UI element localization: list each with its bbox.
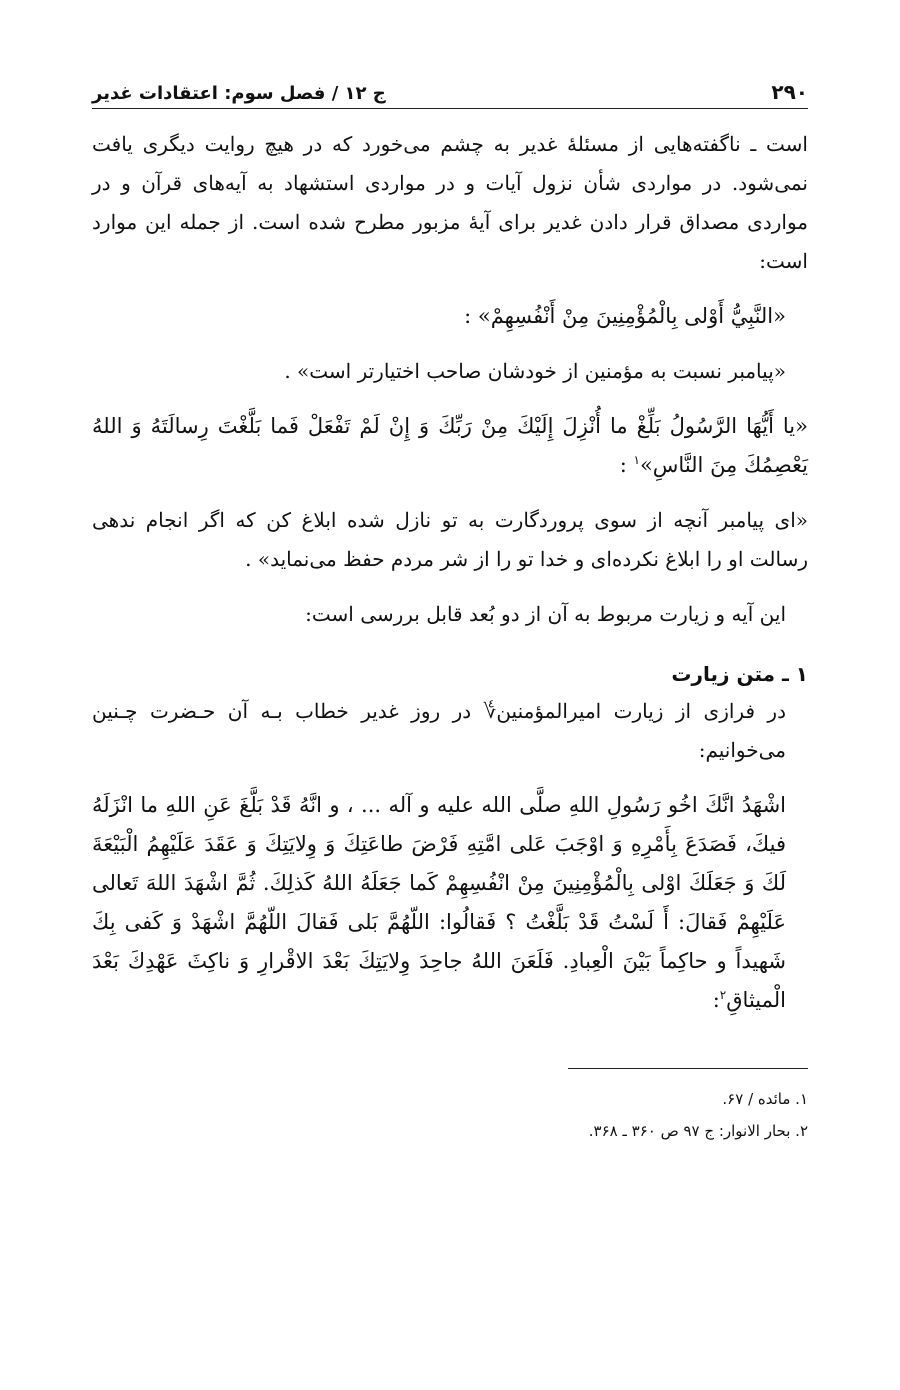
footnotes [92,1083,808,1147]
ziyarat-text-block [92,786,808,1020]
book-page [92,60,808,1147]
footnote-2: ۲. بحار الانوار: ج ۹۷ ص ۳۶۰ ـ ۳۶۸. [588,1122,808,1140]
footnote-ref-2: ۲ [719,988,727,1002]
ziyarat-tail: : [712,988,720,1012]
footnote-ref-1: ۱ [633,453,640,467]
page-number: ۲۹۰ [771,80,808,104]
quran-translation-1: «پیامبر نسبت به مؤمنین از خودشان صاحب اختیارتر است» . [284,359,786,383]
quran-quote-2 [92,407,808,485]
running-title: ج ۱۲ / فصل سوم: اعتقادات غدیر [92,83,386,104]
quran-quote-2-tail: : [619,453,634,477]
quran-translation-2: «ای پیامبر آنچه از سوی پروردگارت به تو نازل شده ابلاغ کن که اگر انجام ندهی رسالت او را ابلاغ نکرده‌ای و خدا تو را از شر مردم حفظ می‌نماید» . [92,508,808,571]
paragraph-intro: این آیه و زیارت مربوط به آن از دو بُعد قابل بررسی است: [305,602,786,626]
quran-quote-2-text: «يا أَيُّهَا الرَّسُولُ بَلِّغْ ما أُنْزِلَ إِلَيْكَ مِنْ رَبِّكَ وَ إِنْ لَمْ تَفْعَلْ فَما بَلَّغْتَ رِسالَتَهُ وَ اللهُ يَعْصِمُكَ مِنَ النَّاسِ» [92,414,808,477]
ziyarat-text: اشْهَدُ انَّكَ اخُو رَسُولِ اللهِ صلَّى الله عليه و آله ... ، و انَّهُ قَدْ بَلَّغَ عَنِ اللهِ ما انْزَلَهُ فيكَ، فَصَدَعَ بِأَمْرِهِ وَ اوْجَبَ عَلى امَّتِهِ فَرْضَ طاعَتِكَ وَ وِلايَتِكَ وَ عَقَدَ عَلَيْهِمُ الْبَيْعَةَ لَكَ وَ جَعَلَكَ اوْلى بِالْمُؤْمِنِينَ مِنْ انْفُسِهِمْ كَما جَعَلَهُ اللهُ كَذلِكَ. ثُمَّ اشْهَدَ اللهَ تَعالى عَلَيْهِمْ فَقالَ: أَ لَسْتُ قَدْ بَلَّغْتُ ؟ فَقالُوا: اللّهُمَّ بَلى فَقالَ اللّهُمَّ اشْهَدْ وَ كَفى بِكَ شَهيداً و حاكِماً بَيْنَ الْعِبادِ. فَلَعَنَ اللهُ جاحِدَ وِلايَتِكَ بَعْدَ الاقْرارِ وَ ناكِثَ عَهْدِكَ بَعْدَ الْميثاقِ [92,793,786,1012]
section-heading: ۱ ـ متن زیارت [671,662,808,686]
paragraph-opening: است ـ ناگفته‌هایی از مسئلهٔ غدیر به چشم می‌خورد که در هیچ روایت دیگری یافت نمی‌شود. در مواردی شأن نزول آیات و در مواردی استشهاد به آیه‌های قرآن و در مواردی مصداق قرار دادن غدیر برای آیهٔ مزبور مطرح شده است. از جمله این موارد است: [92,132,808,273]
footnote-divider [568,1068,808,1069]
paragraph-section: در فرازی از زیارت امیرالمؤمنین‌؇ در روز غدیر خطاب بـه آن حـضرت چـنین می‌خوانیم: [92,699,786,762]
page-body [92,125,808,1020]
footnote-1: ۱. مائده / ۶۷. [722,1090,808,1108]
quran-quote-1: «النَّبِيُّ أَوْلى بِالْمُؤْمِنِينَ مِنْ أَنْفُسِهِمْ» : [464,304,786,328]
page-header [92,60,808,109]
